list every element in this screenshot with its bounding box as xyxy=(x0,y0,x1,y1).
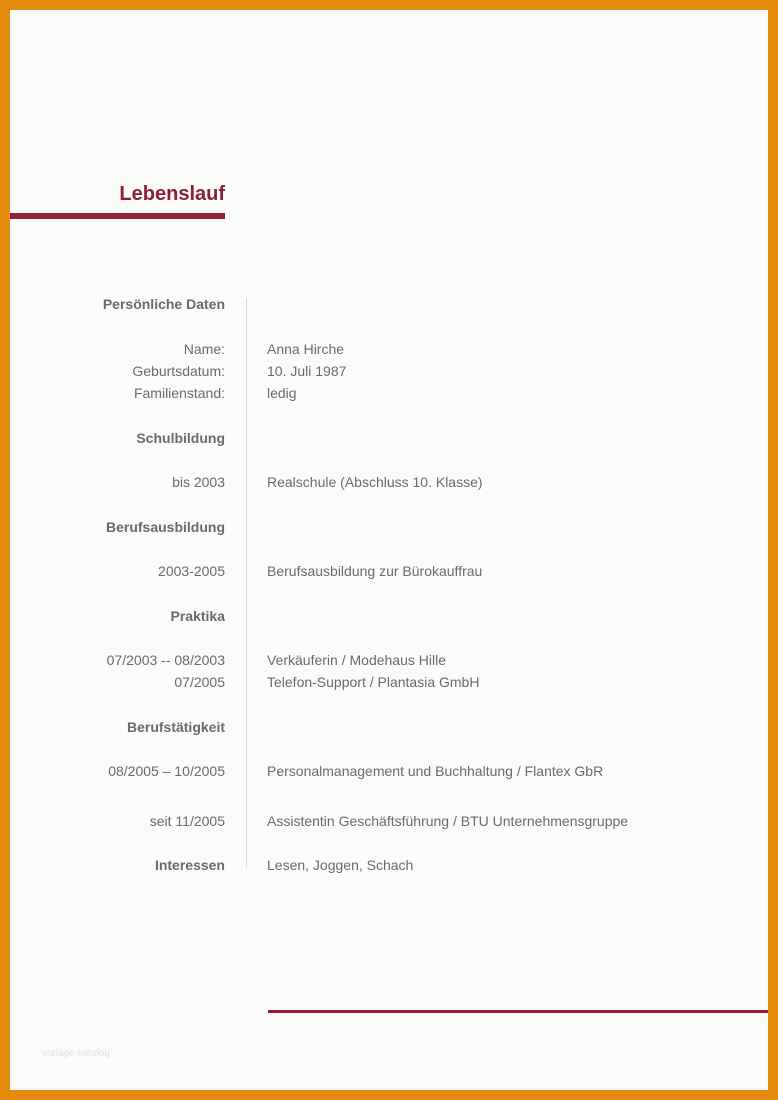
section-heading-internships: Praktika xyxy=(170,608,225,624)
internship-date: 07/2005 xyxy=(174,674,225,690)
employment-text: Personalmanagement und Buchhaltung / Flantex GbR xyxy=(267,763,604,779)
section-heading-school: Schulbildung xyxy=(136,430,225,446)
marital-status-value: ledig xyxy=(267,385,297,401)
footer-rule xyxy=(268,1010,768,1013)
section-heading-employment: Berufstätigkeit xyxy=(126,719,225,735)
section-heading-personal: Persönliche Daten xyxy=(102,296,225,312)
marital-status-label: Familienstand: xyxy=(133,385,225,401)
section-heading-training: Berufsausbildung xyxy=(105,519,225,535)
document-title: Lebenslauf xyxy=(119,183,225,205)
interests-text: Lesen, Joggen, Schach xyxy=(267,857,414,873)
internship-date: 07/2003 -- 08/2003 xyxy=(106,652,225,668)
employment-date: 08/2005 – 10/2005 xyxy=(108,763,225,779)
cv-page xyxy=(10,10,768,1090)
section-heading-interests: Interessen xyxy=(154,857,225,873)
internship-text: Telefon-Support / Plantasia GmbH xyxy=(267,674,480,690)
internship-text: Verkäuferin / Modehaus Hille xyxy=(267,652,446,668)
employment-text: Assistentin Geschäftsführung / BTU Unternehmensgruppe xyxy=(267,813,629,829)
title-underline xyxy=(10,213,225,219)
name-value: Anna Hirche xyxy=(267,341,345,357)
training-text: Berufsausbildung zur Bürokauffrau xyxy=(267,563,483,579)
birthdate-label: Geburtsdatum: xyxy=(132,363,225,379)
name-label: Name: xyxy=(183,341,225,357)
employment-date: seit 11/2005 xyxy=(149,813,225,829)
school-text: Realschule (Abschluss 10. Klasse) xyxy=(267,474,483,490)
training-date: 2003-2005 xyxy=(158,563,225,579)
watermark: vorlage katalog xyxy=(42,1048,110,1059)
birthdate-value: 10. Juli 1987 xyxy=(267,363,347,379)
column-divider xyxy=(246,298,247,868)
school-date: bis 2003 xyxy=(172,474,225,490)
